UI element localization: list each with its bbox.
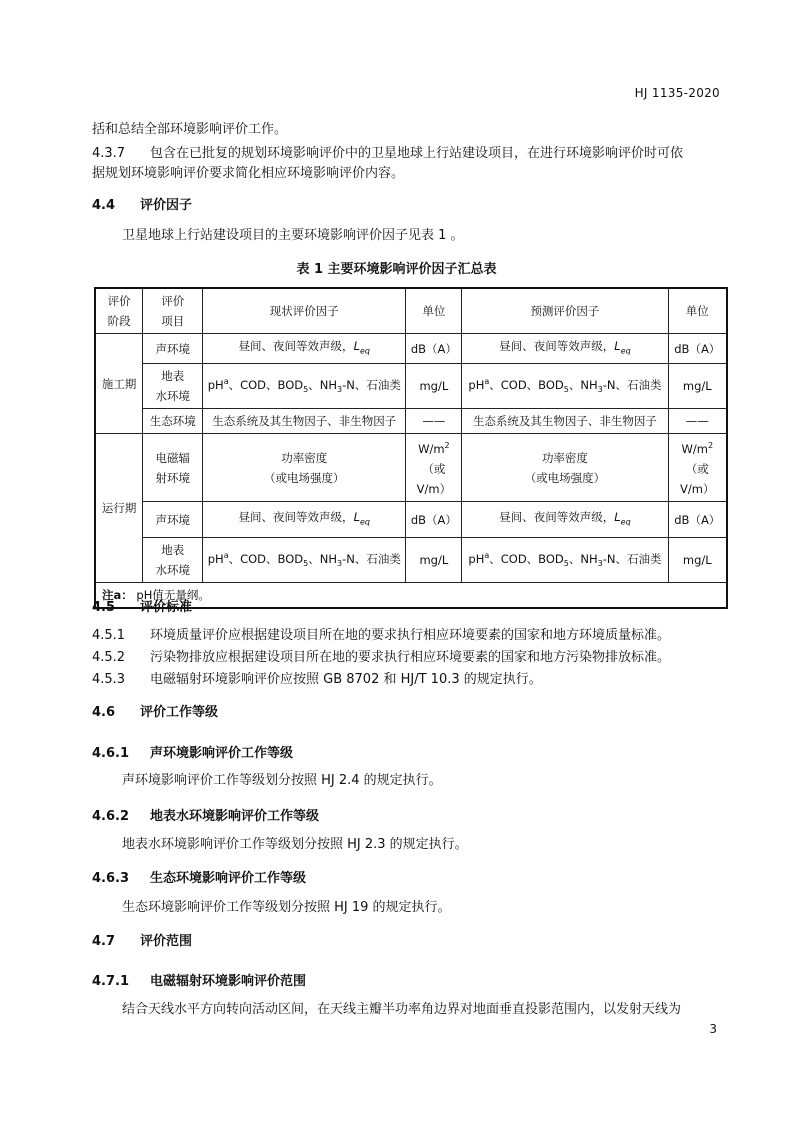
noise-op-unit: dB（A） xyxy=(406,502,462,538)
clause-text: 包含在已批复的规划环境影响评价中的卫星地球上行站建设项目，在进行环境影响评价时可依 xyxy=(150,146,684,161)
em-predict-factor: 功率密度 （或电场强度） xyxy=(462,434,668,502)
table-row xyxy=(95,502,727,538)
clause-4-3-7-line2: 据规划环境影响评价要求简化相应环境影响评价内容。 xyxy=(92,166,405,181)
subsection-4-6-2-text: 地表水环境影响评价工作等级划分按照 HJ 2.3 的规定执行。 xyxy=(122,837,468,852)
table-row xyxy=(95,538,727,583)
eco-unit-2: —— xyxy=(668,409,727,434)
table-row xyxy=(95,409,727,434)
stage-operation: 运行期 xyxy=(95,434,143,583)
clause-4-5-3: 4.5.3 电磁辐射环境影响评价应按照 GB 8702 和 HJ/T 10.3 的规定执行。 xyxy=(92,672,542,687)
table-row xyxy=(95,334,727,364)
section-title: 评价因子 xyxy=(140,198,193,213)
subsection-4-6-3-heading: 4.6.3 生态环境影响评价工作等级 xyxy=(92,871,307,886)
water-current-factor: $pH^a$、COD、$BOD_5$、$NH_3-N$、石油类 xyxy=(203,364,406,409)
header-stage: 评价 阶段 xyxy=(95,288,143,334)
header-item: 评价 项目 xyxy=(143,288,203,334)
item-surface-water-op: 地表 水环境 xyxy=(143,538,203,583)
stage-construction: 施工期 xyxy=(95,334,143,434)
table-note: 注a： pH值无量纲。 xyxy=(95,583,727,609)
eco-predict-factor: 生态系统及其生物因子、非生物因子 xyxy=(462,409,668,434)
document-id-header: HJ 1135-2020 xyxy=(634,86,720,100)
header-unit-2: 单位 xyxy=(668,288,727,334)
clause-4-5-1: 4.5.1 环境质量评价应根据建设项目所在地的要求执行相应环境要素的国家和地方环境质量标准。 xyxy=(92,628,671,643)
eco-current-factor: 生态系统及其生物因子、非生物因子 xyxy=(203,409,406,434)
noise-op-predict-factor: 昼间、夜间等效声级，$L_{eq}$ xyxy=(462,502,668,538)
header-predict-factor: 预测评价因子 xyxy=(462,288,668,334)
subsection-4-6-2-heading: 4.6.2 地表水环境影响评价工作等级 xyxy=(92,809,320,824)
item-noise: 声环境 xyxy=(143,334,203,364)
item-eco: 生态环境 xyxy=(143,409,203,434)
water-unit: mg/L xyxy=(406,364,462,409)
paragraph-continuation: 括和总结全部环境影响评价工作。 xyxy=(92,122,288,137)
water-op-unit-2: mg/L xyxy=(668,538,727,583)
table-caption: 表 1 主要环境影响评价因子汇总表 xyxy=(296,262,497,277)
noise-predict-factor: 昼间、夜间等效声级，$L_{eq}$ xyxy=(462,334,668,364)
subsection-4-7-1-text: 结合天线水平方向转向活动区间，在天线主瓣半功率角边界对地面垂直投影范围内，以发射天线为 xyxy=(122,1002,682,1017)
clause-4-5-2: 4.5.2 污染物排放应根据建设项目所在地的要求执行相应环境要素的国家和地方污染物排放标准。 xyxy=(92,650,671,665)
section-4-4-text: 卫星地球上行站建设项目的主要环境影响评价因子见表 1 。 xyxy=(122,228,464,243)
section-4-4-heading xyxy=(92,194,192,213)
item-electromagnetic: 电磁辐 射环境 xyxy=(143,434,203,502)
header-unit: 单位 xyxy=(406,288,462,334)
item-surface-water: 地表 水环境 xyxy=(143,364,203,409)
noise-unit: dB（A） xyxy=(406,334,462,364)
table-row xyxy=(95,434,727,502)
clause-4-3-7-line1 xyxy=(92,144,683,164)
header-current-factor: 现状评价因子 xyxy=(203,288,406,334)
water-predict-factor: $pH^a$、COD、$BOD_5$、$NH_3-N$、石油类 xyxy=(462,364,668,409)
subsection-4-6-1-text: 声环境影响评价工作等级划分按照 HJ 2.4 的规定执行。 xyxy=(122,773,442,788)
water-op-current-factor: $pH^a$、COD、$BOD_5$、$NH_3-N$、石油类 xyxy=(203,538,406,583)
noise-current-factor: 昼间、夜间等效声级，$L_{eq}$ xyxy=(203,334,406,364)
section-4-7-heading: 4.7 评价范围 xyxy=(92,934,193,949)
noise-op-unit-2: dB（A） xyxy=(668,502,727,538)
evaluation-factor-table xyxy=(94,287,728,609)
item-noise-op: 声环境 xyxy=(143,502,203,538)
section-4-5-heading xyxy=(92,596,192,615)
water-unit-2: mg/L xyxy=(668,364,727,409)
subsection-4-6-1-heading: 4.6.1 声环境影响评价工作等级 xyxy=(92,746,294,761)
water-op-predict-factor: $pH^a$、COD、$BOD_5$、$NH_3-N$、石油类 xyxy=(462,538,668,583)
subsection-4-7-1-heading: 4.7.1 电磁辐射环境影响评价范围 xyxy=(92,974,307,989)
em-unit-2: $W/m^2$ （或V/m） xyxy=(668,434,727,502)
section-number: 4.5 xyxy=(92,600,116,615)
table-header-row xyxy=(95,288,727,334)
noise-unit-2: dB（A） xyxy=(668,334,727,364)
subsection-4-6-3-text: 生态环境影响评价工作等级划分按照 HJ 19 的规定执行。 xyxy=(122,900,451,915)
em-current-factor: 功率密度 （或电场强度） xyxy=(203,434,406,502)
section-title: 评价标准 xyxy=(140,600,193,615)
section-number: 4.4 xyxy=(92,198,116,213)
table-row xyxy=(95,364,727,409)
clause-number: 4.3.7 xyxy=(92,146,126,161)
noise-op-current-factor: 昼间、夜间等效声级，$L_{eq}$ xyxy=(203,502,406,538)
page-number: 3 xyxy=(709,1022,717,1036)
section-4-6-heading: 4.6 评价工作等级 xyxy=(92,705,219,720)
em-unit: $W/m^2$ （或V/m） xyxy=(406,434,462,502)
eco-unit: —— xyxy=(406,409,462,434)
water-op-unit: mg/L xyxy=(406,538,462,583)
